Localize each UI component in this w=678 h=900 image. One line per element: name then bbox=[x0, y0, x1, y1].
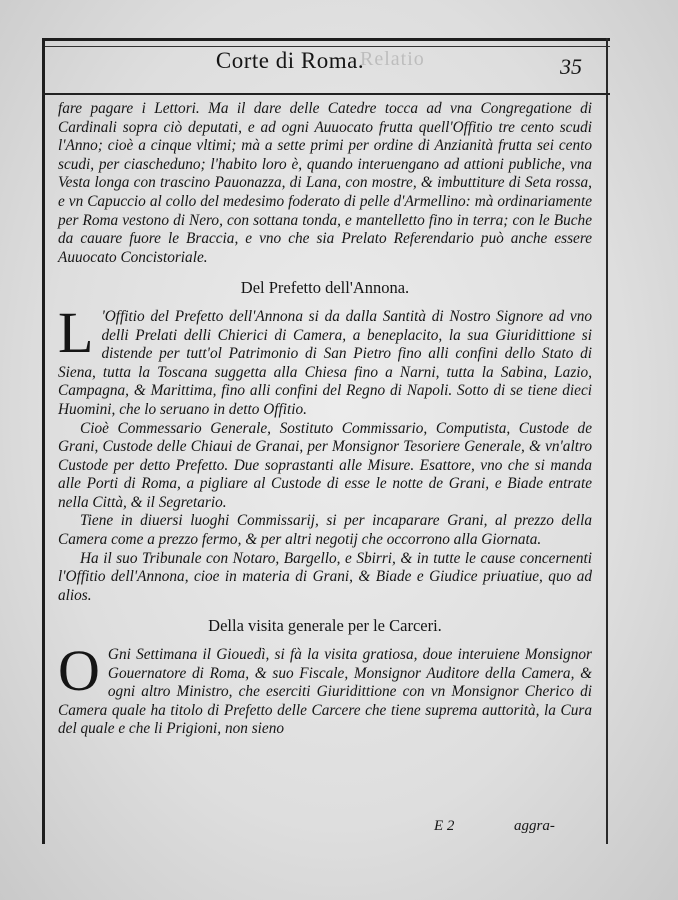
frame-left-rule bbox=[42, 38, 45, 844]
section-heading: Del Prefetto dell'Annona. bbox=[240, 278, 410, 298]
paragraph-text: fare pagare i Lettori. Ma il dare delle Catedre tocca ad vna Congregatione di Cardinali sopra ciò deputati, e ad ogni Auuocato frutta quell'Offitio tre cento scudi l'Anno; cioè a cinque vltimi; mà a sette primi per ordine di Anzianità frutta sei cento scudi, per ciascheduno; l'habito loro è, quando interuengano ad attioni publiche, vna Vesta longa con trascino Pauonazza, di Lana, con mostre, & imbuttiture di Seta rossa, e vn Capuccio al collo del medesimo foderato di pelle d'Armellino: mà ordinariamente per Roma vestono di Nero, con sottana tonda, e mantelletto fino in terra; con le Buche da cauare fuore le Braccia, e vno che sia Prelato Referendario può anche essere Auuocato Concistoriale. bbox=[58, 100, 592, 266]
drop-capital: L bbox=[58, 299, 94, 365]
drop-capital: O bbox=[58, 638, 100, 704]
frame-top-rule bbox=[42, 38, 610, 41]
paragraph bbox=[58, 512, 592, 549]
running-head: Corte di Roma. bbox=[215, 48, 365, 73]
frame-right-rule bbox=[606, 38, 608, 844]
paragraph-text: Tiene in diuersi luoghi Commissarij, si per incaparare Grani, al prezzo della Camera come a prezzo fermo, & per altri negotij che occorrono alla Giornata. bbox=[58, 512, 592, 549]
paragraph-text: Gni Settimana il Giouedì, si fà la visita gratiosa, doue interuiene Monsignor Gouernatore di Roma, & suo Fiscale, Monsignor Auditore della Camera, & ogni altro Ministro, che eserciti Giuridittione con vn Monsignor Cherico di Camera quale ha titolo di Prefetto delle Carcere che tiene suprema auttorità, la Cura del quale e che li Prigioni, non sieno bbox=[58, 646, 592, 738]
section-heading: Della visita generale per le Carceri. bbox=[208, 616, 442, 636]
header-rule bbox=[42, 93, 610, 95]
paragraph bbox=[58, 100, 592, 267]
bleed-through-text: Relatio bbox=[360, 48, 425, 70]
page-number: 35 bbox=[560, 54, 582, 79]
body-text bbox=[58, 100, 592, 739]
signature-mark: E 2 bbox=[434, 818, 455, 834]
paragraph bbox=[58, 638, 592, 739]
paragraph bbox=[58, 550, 592, 606]
paragraph bbox=[58, 299, 592, 420]
paragraph-text: Ha il suo Tribunale con Notaro, Bargello, e Sbirri, & in tutte le cause concernenti l'Offitio dell'Annona, cioe in materia di Grani, & Biade e Giudice priuatiue, quo ad alios. bbox=[58, 549, 592, 604]
paragraph-text: 'Offitio del Prefetto dell'Annona si da dalla Santità di Nostro Signore ad vno delli Prelati delli Chierici di Camera, a beneplacito, la sua Giuridittione si distende per tutt'ol Patrimonio di San Pietro fino alli confini dello Stato di Siena, tutta la Toscana suggetta alla Chiesa fino a Narni, tutta la Sabina, Lazio, Campagna, & Marittima, fino alli confini del Regno di Napoli. Sotto di se tiene dieci Huomini, che lo seruano in detto Offitio. bbox=[58, 307, 592, 418]
frame-top-rule-inner bbox=[42, 46, 610, 47]
catchword: aggra- bbox=[514, 818, 555, 834]
paragraph bbox=[58, 420, 592, 513]
paragraph-text: Cioè Commessario Generale, Sostituto Commissario, Computista, Custode de Grani, Custode delle Chiaui de Granai, per Monsignor Tesoriere Generale, & vn'altro Custode per detto Prefetto. Due soprastanti alle Misure. Esattore, vno che si manda alle Porti di Roma, a pigliare al Custode di esse le notte de Grani, e Biade entrate nella Città, & il Segretario. bbox=[58, 419, 592, 511]
